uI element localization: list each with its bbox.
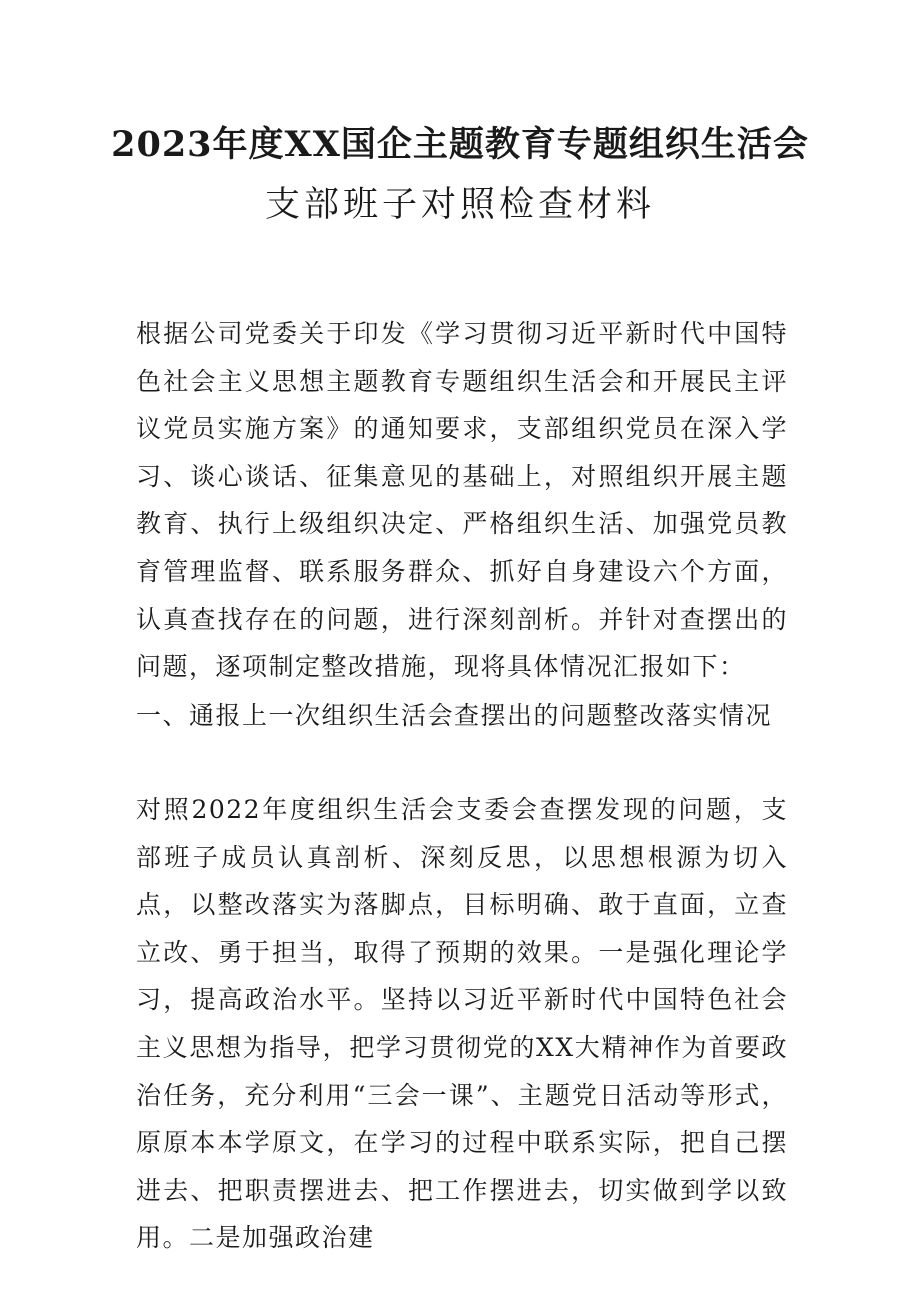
intro-paragraph: 根据公司党委关于印发《学习贯彻习近平新时代中国特色社会主义思想主题教育专题组织生活会和开展民主评议党员实施方案》的通知要求，支部组织党员在深入学习、谈心谈话、征集意见的基础上，对照组织开展主题教育、执行上级组织决定、严格组织生活、加强党员教育管理监督、联系服务群众、抓好自身建设六个方面，认真查找存在的问题，进行深刻剖析。并针对查摆出的问题，逐项制定整改措施，现将具体情况汇报如下： xyxy=(136,319,788,682)
section1-heading: 一、通报上一次组织生活会查摆出的问题整改落实情况 xyxy=(136,701,773,730)
section1-paragraph: 对照2022年度组织生活会支委会查摆发现的问题，支部班子成员认真剖析、深刻反思，以思想根源为切入点，以整改落实为落脚点，目标明确、敢于直面，立查立改、勇于担当，取得了预期的效果。一是强化理论学习，提高政治水平。坚持以习近平新时代中国特色社会主义思想为指导，把学习贯彻党的XX大精神作为首要政治任务，充分利用“三会一课”、主题党日活动等形式，原原本本学原文，在学习的过程中联系实际，把自己摆进去、把职责摆进去、把工作摆进去，切实做到学以致用。二是加强政治建 xyxy=(136,795,788,1253)
document-title-line1: 2023年度XX国企主题教育专题组织生活会 xyxy=(111,124,809,165)
document-title-line2: 支部班子对照检查材料 xyxy=(264,185,655,225)
